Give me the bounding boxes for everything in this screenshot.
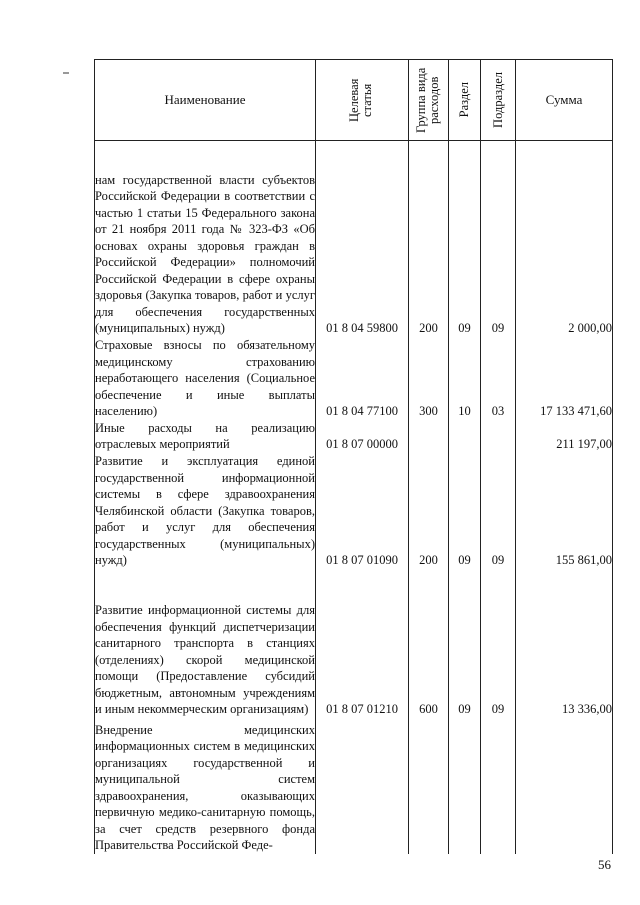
row-name: Страховые взносы по обязательному медицинскому страхованию неработающего населения (Социальное обеспечение и иные выплаты населению) [95,338,315,418]
row-section: 09 [449,569,481,718]
table-header-row [95,60,613,141]
page-number: 56 [598,857,611,872]
row-expense-group [409,420,449,453]
row-amount [516,718,613,854]
header-name: Наименование [95,60,316,141]
row-target-article: 01 8 04 77100 [316,337,409,420]
header-subsection: Подраздел [481,60,516,141]
row-amount: 17 133 471,60 [516,337,613,420]
row-name: Развитие и эксплуатация единой государственной информационной системы в сфере здравоохранения Челябинской области (Закупка товаров, работ и услуг для обеспечения государственных (муниципальных) нужд) [95,454,315,567]
table-row [95,569,613,718]
header-section: Раздел [449,60,481,141]
row-section: 09 [449,141,481,337]
row-subsection: 09 [481,569,516,718]
row-target-article: 01 8 07 01090 [316,453,409,569]
row-subsection: 09 [481,453,516,569]
row-subsection: 03 [481,337,516,420]
scan-mark [63,72,69,74]
table-row [95,141,613,337]
row-section [449,420,481,453]
row-amount: 211 197,00 [516,420,613,453]
header-expense-group: Группа вида расходов [409,60,449,141]
row-expense-group: 600 [409,569,449,718]
row-target-article: 01 8 04 59800 [316,141,409,337]
row-name: Развитие информационной системы для обеспечения функций диспетчеризации санитарного транспорта в станциях (отделениях) скорой медицинской помощи (Предоставление субсидий бюджетным, автономным учреждениям и иным некоммерческим организациям) [95,569,316,718]
row-expense-group: 300 [409,337,449,420]
row-subsection [481,718,516,854]
row-expense-group: 200 [409,453,449,569]
row-expense-group [409,718,449,854]
row-target-article: 01 8 07 00000 [316,420,409,453]
row-subsection: 09 [481,141,516,337]
row-subsection [481,420,516,453]
row-amount: 155 861,00 [516,453,613,569]
row-target-article: 01 8 07 01210 [316,569,409,718]
row-section: 10 [449,337,481,420]
row-expense-group: 200 [409,141,449,337]
header-target-article: Целевая статья [316,60,409,141]
table-row [95,420,613,453]
table-row [95,718,613,854]
budget-table [94,59,613,854]
row-section [449,718,481,854]
table-row [95,337,613,420]
header-amount: Сумма [516,60,613,141]
row-target-article [316,718,409,854]
row-name: нам государственной власти субъектов Российской Федерации в соответствии с частью 1 статьи 15 Федерального закона от 21 ноября 2011 года № 323-ФЗ «Об основах охраны здоровья граждан в Российской Федерации» полномочий Российской Федерации в сфере охраны здоровья (Закупка товаров, работ и услуг для обеспечения государственных (муниципальных) нужд) [95,141,316,337]
row-amount: 13 336,00 [516,569,613,718]
row-section: 09 [449,453,481,569]
row-name: Внедрение медицинских информационных систем в медицинских организациях государственной и муниципальной систем здравоохранения, оказывающих первичную медико-санитарную помощь, за счет средств резервного фонда Правительства Российской Феде- [95,718,316,854]
table-row [95,453,613,569]
row-name: Иные расходы на реализацию отраслевых мероприятий [95,420,315,451]
row-amount: 2 000,00 [516,141,613,337]
